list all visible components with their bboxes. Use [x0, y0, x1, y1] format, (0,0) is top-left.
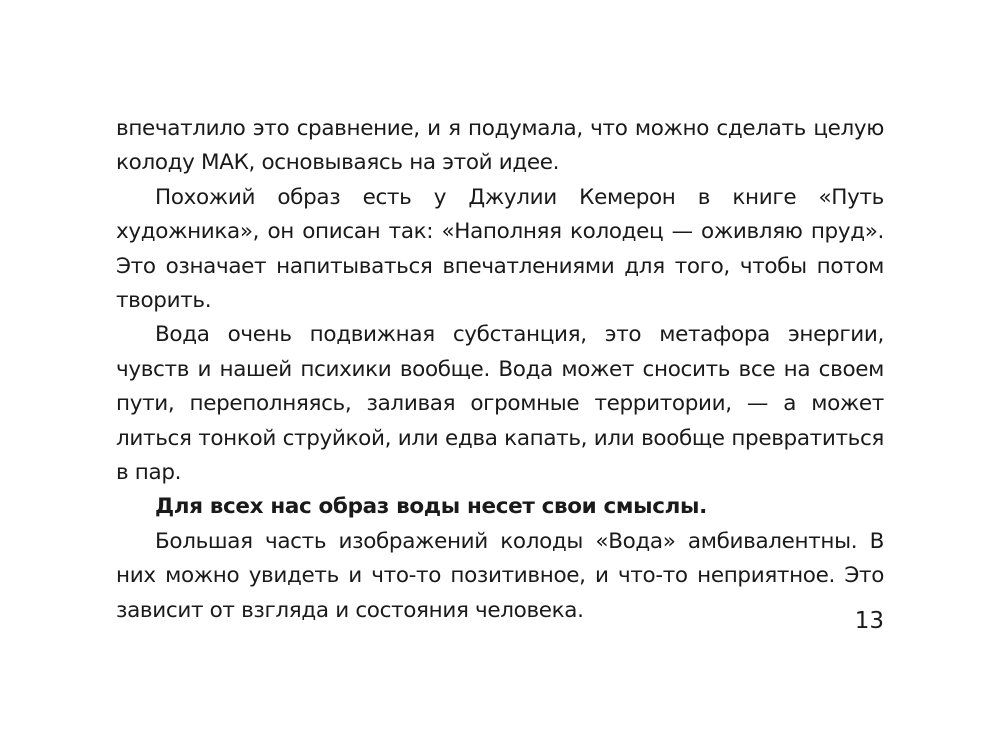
paragraph-continuation: впечатлило это сравнение, и я подумала, что можно сделать целую колоду МАК, основываясь на этой идее.: [116, 116, 884, 176]
page-number: 13: [854, 608, 884, 634]
body-text: [116, 112, 884, 628]
paragraph-water-metaphor: Вода очень подвижная субстанция, это метафора энергии, чувств и нашей психики вообще. Вода может сносить все на своем пути, переполняясь, заливая огромные территории, — а может литься тонкой струйкой, или едва капать, или вообще превратиться в пар.: [116, 322, 884, 486]
paragraph-ambivalent-images: Большая часть изображений колоды «Вода» амбивалентны. В них можно увидеть и что-то позитивное, и что-то неприятное. Это зависит от взгляда и состояния человека.: [116, 528, 884, 623]
paragraph-cameron-reference: Похожий образ есть у Джулии Кемерон в книге «Путь художника», он описан так: «Наполняя колодец — оживляю пруд». Это означает напитываться впечатлениями для того, чтобы потом творить.: [116, 184, 884, 314]
paragraph-bold-statement: Для всех нас образ воды несет свои смыслы.: [155, 494, 707, 520]
